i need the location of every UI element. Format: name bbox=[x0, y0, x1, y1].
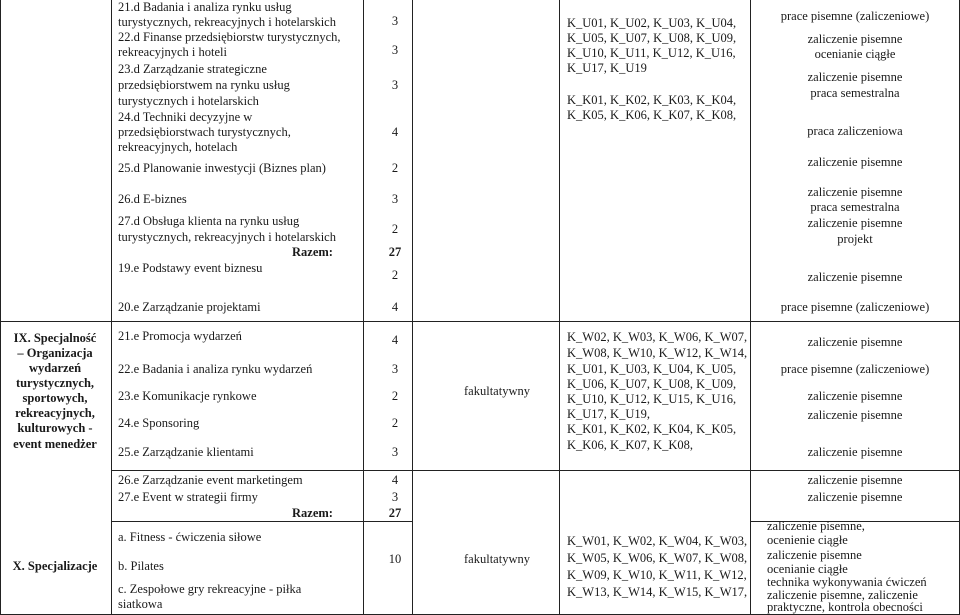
assessment-line: ocenianie ciągłe bbox=[814, 47, 896, 61]
course-name: turystycznych, rekreacyjnych i hotelarskich bbox=[118, 230, 336, 244]
hours-value: 3 bbox=[391, 490, 399, 504]
course-name: 22.e Badania i analiza rynku wydarzeń bbox=[118, 362, 313, 376]
course-name: turystycznych i hotelarskich bbox=[118, 94, 259, 108]
hours-value: 2 bbox=[391, 389, 399, 403]
course-name: 20.e Zarządzanie projektami bbox=[118, 300, 261, 314]
course-name: 24.d Techniki decyzyjne w bbox=[118, 110, 253, 124]
course-type: fakultatywny bbox=[464, 384, 530, 398]
assessment-line: prace pisemne (zaliczeniowe) bbox=[780, 300, 930, 314]
assessment-line: zaliczenie pisemne bbox=[807, 490, 903, 504]
assessment-line: technika wykonywania ćwiczeń bbox=[767, 575, 927, 589]
effects-line: K_U01, K_U03, K_U04, K_U05, bbox=[567, 362, 737, 376]
assessment-line: zaliczenie pisemne bbox=[807, 216, 903, 230]
course-name: rekreacyjnych i hoteli bbox=[118, 45, 227, 59]
hours-value: 3 bbox=[391, 43, 399, 57]
effects-line: K_W05, K_W06, K_W07, K_W08, bbox=[567, 551, 748, 565]
hours-value: 3 bbox=[391, 362, 399, 376]
title-line: kulturowych - bbox=[17, 421, 93, 435]
specializations-title: X. Specjalizacje bbox=[12, 559, 98, 573]
effects-line: K_K01, K_K02, K_K03, K_K04, bbox=[567, 93, 737, 107]
course-name: 27.d Obsługa klienta na rynku usług bbox=[118, 214, 300, 228]
hours-value: 3 bbox=[391, 78, 399, 92]
effects-line: K_U17, K_U19 bbox=[567, 61, 647, 75]
course-name: 26.e Zarządzanie event marketingem bbox=[118, 473, 303, 487]
course-name: 27.e Event w strategii firmy bbox=[118, 490, 258, 504]
course-name: przedsiębiorstwem na rynku usług bbox=[118, 78, 290, 92]
course-name: siatkowa bbox=[118, 597, 163, 611]
effects-line: K_K06, K_K07, K_K08, bbox=[567, 438, 694, 452]
title-line: sportowych, bbox=[22, 391, 88, 405]
title-line: IX. Specjalność bbox=[13, 331, 97, 345]
hours-value: 2 bbox=[391, 161, 399, 175]
course-name: 25.d Planowanie inwestycji (Biznes plan) bbox=[118, 161, 326, 175]
effects-line: K_W01, K_W02, K_W04, K_W03, bbox=[567, 534, 748, 548]
hours-value: 10 bbox=[388, 552, 402, 566]
hours-value: 3 bbox=[391, 445, 399, 459]
effects-line: K_U06, K_U07, K_U08, K_U09, bbox=[567, 377, 737, 391]
assessment-line: zaliczenie pisemne bbox=[807, 185, 903, 199]
course-name: 24.e Sponsoring bbox=[118, 416, 200, 430]
assessment-line: zaliczenie pisemne bbox=[807, 270, 903, 284]
course-name: 21.e Promocja wydarzeń bbox=[118, 329, 242, 343]
razem-value: 27 bbox=[388, 506, 402, 520]
effects-line: K_K05, K_K06, K_K07, K_K08, bbox=[567, 108, 737, 122]
assessment-line: zaliczenie pisemne bbox=[807, 155, 903, 169]
effects-line: K_K01, K_K02, K_K04, K_K05, bbox=[567, 422, 737, 436]
assessment-line: praca zaliczeniowa bbox=[807, 124, 903, 138]
razem-value: 27 bbox=[388, 245, 402, 259]
effects-line: K_U05, K_U07, K_U08, K_U09, bbox=[567, 31, 737, 45]
assessment-line: prace pisemne (zaliczeniowe) bbox=[780, 9, 930, 23]
course-name: 23.e Komunikacje rynkowe bbox=[118, 389, 257, 403]
hours-value: 4 bbox=[391, 473, 399, 487]
assessment-line: zaliczenie pisemne bbox=[807, 473, 903, 487]
hours-value: 3 bbox=[391, 192, 399, 206]
assessment-line: zaliczenie pisemne bbox=[807, 445, 903, 459]
assessment-line: zaliczenie pisemne, bbox=[767, 519, 865, 533]
course-name: 22.d Finanse przedsiębiorstw turystycznych, bbox=[118, 30, 341, 44]
hours-value: 2 bbox=[391, 268, 399, 282]
title-line: wydarzeń bbox=[28, 361, 82, 375]
effects-line: K_W09, K_W10, K_W11, K_W12, bbox=[567, 568, 747, 582]
assessment-line: ocenianie ciągłe bbox=[767, 562, 848, 576]
hours-value: 3 bbox=[391, 14, 399, 28]
course-name: rekreacyjnych, hotelach bbox=[118, 140, 238, 154]
course-name: a. Fitness - ćwiczenia siłowe bbox=[118, 530, 262, 544]
effects-line: K_U17, K_U19, bbox=[567, 407, 650, 421]
razem-label: Razem: bbox=[292, 245, 333, 259]
assessment-line: zaliczenie pisemne bbox=[807, 335, 903, 349]
title-line: turystycznych, bbox=[15, 376, 95, 390]
title-line: – Organizacja bbox=[17, 346, 93, 360]
course-name: 19.e Podstawy event biznesu bbox=[118, 261, 263, 275]
assessment-line: zaliczenie pisemne bbox=[807, 389, 903, 403]
assessment-line: praca semestralna bbox=[810, 86, 900, 100]
course-name: c. Zespołowe gry rekreacyjne - piłka bbox=[118, 582, 302, 596]
course-name: 25.e Zarządzanie klientami bbox=[118, 445, 254, 459]
effects-line: K_W08, K_W10, K_W12, K_W14, bbox=[567, 346, 748, 360]
hours-value: 2 bbox=[391, 416, 399, 430]
assessment-line: prace pisemne (zaliczeniowe) bbox=[780, 362, 930, 376]
hours-value: 4 bbox=[391, 125, 399, 139]
razem-label: Razem: bbox=[292, 506, 333, 520]
hours-value: 4 bbox=[391, 333, 399, 347]
assessment-line: praca semestralna bbox=[810, 200, 900, 214]
effects-line: K_U10, K_U12, K_U15, K_U16, bbox=[567, 392, 737, 406]
effects-line: K_U10, K_U11, K_U12, K_U16, bbox=[567, 46, 736, 60]
effects-line: K_W02, K_W03, K_W06, K_W07, bbox=[567, 330, 748, 344]
assessment-line: zaliczenie pisemne bbox=[807, 32, 903, 46]
hours-value: 2 bbox=[391, 222, 399, 236]
course-name: 26.d E-biznes bbox=[118, 192, 187, 206]
assessment-line: praktyczne, kontrola obecności bbox=[767, 600, 923, 614]
course-name: 21.d Badania i analiza rynku usług bbox=[118, 0, 292, 14]
assessment-line: zaliczenie pisemne bbox=[767, 548, 862, 562]
course-name: 23.d Zarządzanie strategiczne bbox=[118, 62, 267, 76]
assessment-line: zaliczenie pisemne bbox=[807, 70, 903, 84]
title-line: event menedżer bbox=[13, 437, 97, 451]
effects-line: K_U01, K_U02, K_U03, K_U04, bbox=[567, 16, 737, 30]
hours-value: 4 bbox=[391, 300, 399, 314]
course-type: fakultatywny bbox=[464, 552, 530, 566]
assessment-line: projekt bbox=[837, 232, 873, 246]
assessment-line: zaliczenie pisemne, zaliczenie bbox=[767, 588, 918, 602]
assessment-line: zaliczenie pisemne bbox=[807, 408, 903, 422]
course-name: b. Pilates bbox=[118, 559, 164, 573]
course-name: turystycznych, rekreacyjnych i hotelarskich bbox=[118, 15, 336, 29]
assessment-line: ocenienie ciągłe bbox=[767, 533, 848, 547]
title-line: rekreacyjnych, bbox=[15, 406, 95, 420]
course-name: przedsiębiorstwach turystycznych, bbox=[118, 125, 291, 139]
effects-line: K_W13, K_W14, K_W15, K_W17, bbox=[567, 585, 748, 599]
